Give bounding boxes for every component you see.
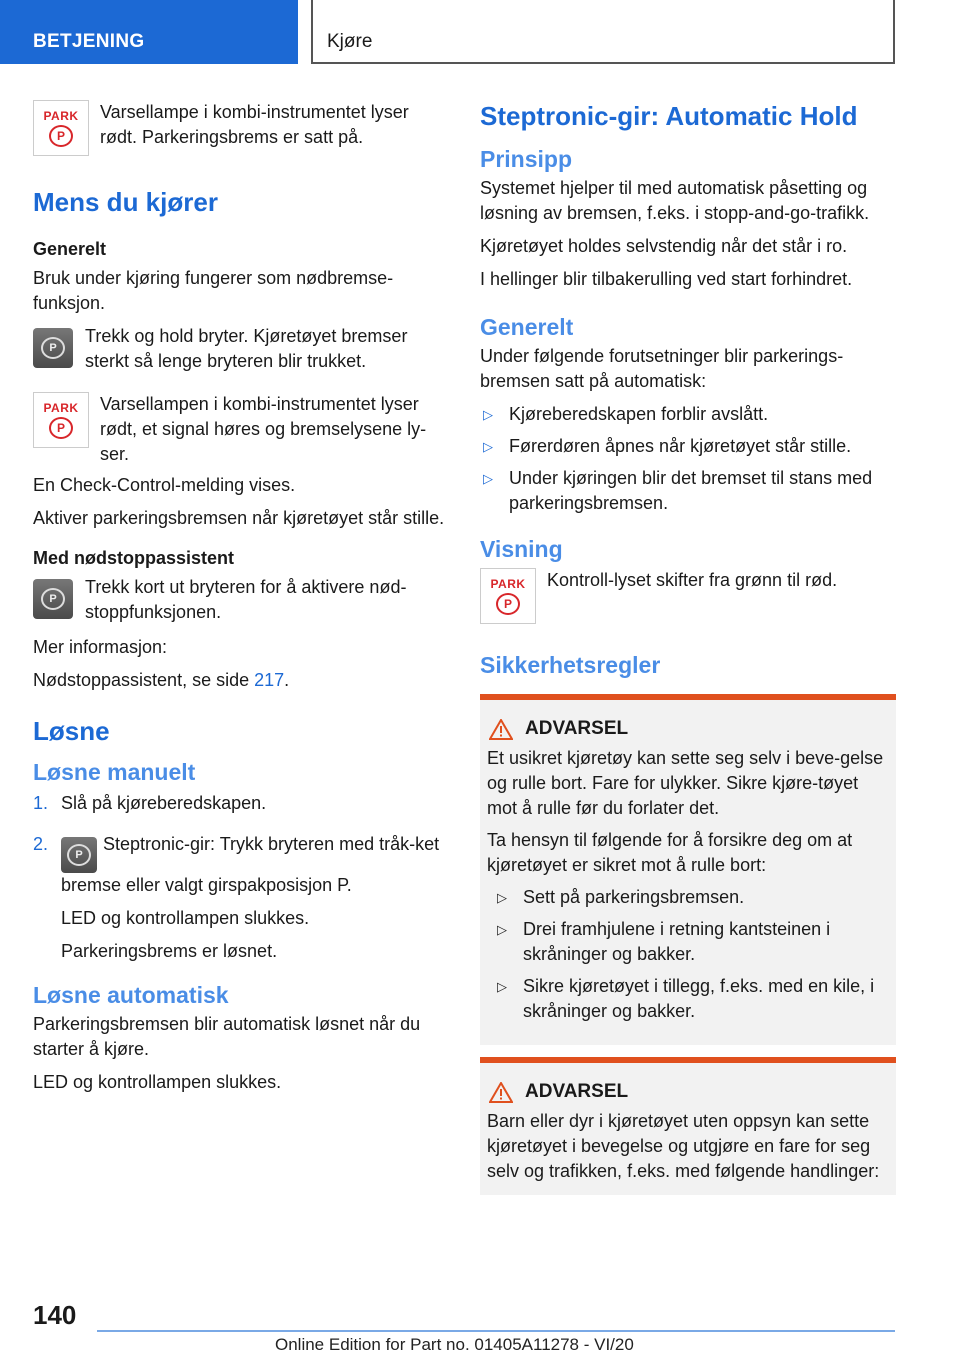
bullet-triangle-icon: ▷ (497, 890, 507, 905)
park-brake-icon: PARK P (480, 568, 536, 624)
heading-general: Generelt (33, 239, 107, 259)
brake-button-text: Trekk og hold bryter. Kjøretøyet bremser sterkt så lenge bryteren blir trukket. (85, 326, 408, 371)
parking-brake-button-icon: P (61, 837, 97, 873)
bullet-triangle-icon: ▷ (483, 407, 493, 422)
paragraph-principle: Systemet hjelper til med automatisk påsetting og løsning av bremsen, f.eks. i stopp-and-go-trafikk. (480, 178, 870, 223)
paragraph-more-info: Mer informasjon: (33, 637, 168, 657)
step-item: 1. Slå på kjøreberedskapen. (33, 793, 267, 813)
paragraph-check-control: En Check-Control-melding vises. (33, 475, 296, 495)
footer-edition: Online Edition for Part no. 01405A11278 - VI/20 (275, 1335, 634, 1354)
parking-brake-button-icon: P (33, 579, 73, 619)
warning-box (480, 694, 896, 1045)
heading-automatic-hold: Steptronic-gir: Automatic Hold (480, 101, 858, 131)
park-indicator-text: Varsellampe i kombi-instrumentet lyser rødt. Parkeringsbrems er satt på. (100, 102, 409, 147)
emergency-button-row (33, 575, 447, 625)
list-item: ▷ Under kjøringen blir det bremset til stans med parkeringsbremsen. (480, 466, 896, 516)
parking-brake-button-icon: P (33, 328, 73, 368)
list-item: ▷ Førerdøren åpnes når kjøretøyet står stille. (480, 434, 896, 459)
heading-principle: Prinsipp (480, 146, 573, 172)
paragraph-general: Bruk under kjøring fungerer som nødbremse-funksjon. (33, 268, 394, 313)
left-column (33, 100, 447, 1103)
bullet-triangle-icon: ▷ (497, 979, 507, 994)
warning-title: ADVARSEL (487, 1081, 890, 1103)
heading-safety: Sikkerhetsregler (480, 652, 661, 678)
paragraph-hold: Kjøretøyet holdes selvstendig når det står i ro. (480, 236, 848, 256)
warning-box (480, 1057, 896, 1195)
emergency-button-text: Trekk kort ut bryteren for å aktivere nød-stoppfunksjonen. (85, 577, 407, 622)
list-item: ▷ Drei framhjulene i retning kantsteinen i skråninger og bakker. (487, 917, 890, 967)
footer-divider (97, 1330, 895, 1332)
display-indicator-text: Kontroll-lyset skifter fra grønn til rød. (547, 570, 838, 590)
heading-release: Løsne (33, 716, 110, 746)
header-chapter-label: Kjøre (327, 31, 373, 52)
heading-release-auto: Løsne automatisk (33, 982, 229, 1008)
park-indicator-row (33, 100, 447, 156)
bullet-triangle-icon: ▷ (483, 471, 493, 486)
park-brake-icon: PARK P (33, 100, 89, 156)
heading-emergency-stop: Med nødstoppassistent (33, 548, 235, 568)
paragraph-conditions: Under følgende forutsetninger blir parkerings-bremsen satt på automatisk: (480, 346, 844, 391)
list-item: ▷ Kjøreberedskapen forblir avslått. (480, 402, 896, 427)
heading-while-driving: Mens du kjører (33, 187, 218, 217)
page-number: 140 (33, 1300, 77, 1330)
warning-triangle-icon (489, 719, 513, 740)
paragraph-auto-release: Parkeringsbremsen blir automatisk løsnet når du starter å kjøre. (33, 1014, 421, 1059)
list-item: ▷ Sett på parkeringsbremsen. (487, 885, 890, 910)
park-brake-icon: PARK P (33, 392, 89, 448)
park-indicator-text-2: Varsellampen i kombi-instrumentet lyser rødt, et signal høres og bremselysene ly-ser. (100, 394, 427, 464)
step-result-led: LED og kontrollampen slukkes. (61, 908, 310, 928)
header-chapter-box (311, 0, 895, 64)
warning-text: Barn eller dyr i kjøretøyet uten oppsyn kan sette kjøretøyet i bevegelse og utgjøre en fare for seg selv og trafikken, f.eks. med følgende handlinger: (487, 1111, 880, 1181)
right-column (480, 100, 896, 1207)
heading-general-right: Generelt (480, 314, 574, 340)
warning-title: ADVARSEL (487, 718, 890, 740)
warning-triangle-icon (489, 1082, 513, 1103)
step-item: 2. P Steptronic-gir: Trykk bryteren med tråk-ket bremse eller valgt girspakposisjon P. (33, 834, 440, 895)
paragraph-reference: Nødstoppassistent, se side 217. (33, 670, 290, 690)
heading-release-manual: Løsne manuelt (33, 759, 196, 785)
warning-text: Ta hensyn til følgende for å forsikre deg om at kjøretøyet er sikret mot å rulle bort: (487, 830, 853, 875)
paragraph-slope: I hellinger blir tilbakerulling ved start forhindret. (480, 269, 853, 289)
step-result-released: Parkeringsbrems er løsnet. (61, 941, 278, 961)
brake-button-row (33, 324, 447, 374)
heading-display: Visning (480, 536, 563, 562)
warning-text: Et usikret kjøretøy kan sette seg selv i beve-gelse og rulle bort. Fare for ulykker. Sikre kjøre-tøyet mot å rulle før du forlater det. (487, 748, 884, 818)
header-section-tab (0, 0, 298, 64)
page-reference-link[interactable]: 217 (254, 670, 285, 690)
bullet-triangle-icon: ▷ (483, 439, 493, 454)
display-indicator-row (480, 568, 896, 624)
list-item: ▷ Sikre kjøretøyet i tillegg, f.eks. med en kile, i skråninger og bakker. (487, 974, 890, 1024)
paragraph-activate: Aktiver parkeringsbremsen når kjøretøyet står stille. (33, 508, 445, 528)
paragraph-auto-led: LED og kontrollampen slukkes. (33, 1072, 282, 1092)
header-section-label: BETJENING (33, 31, 145, 52)
park-indicator-row-2 (33, 392, 447, 467)
bullet-triangle-icon: ▷ (497, 922, 507, 937)
